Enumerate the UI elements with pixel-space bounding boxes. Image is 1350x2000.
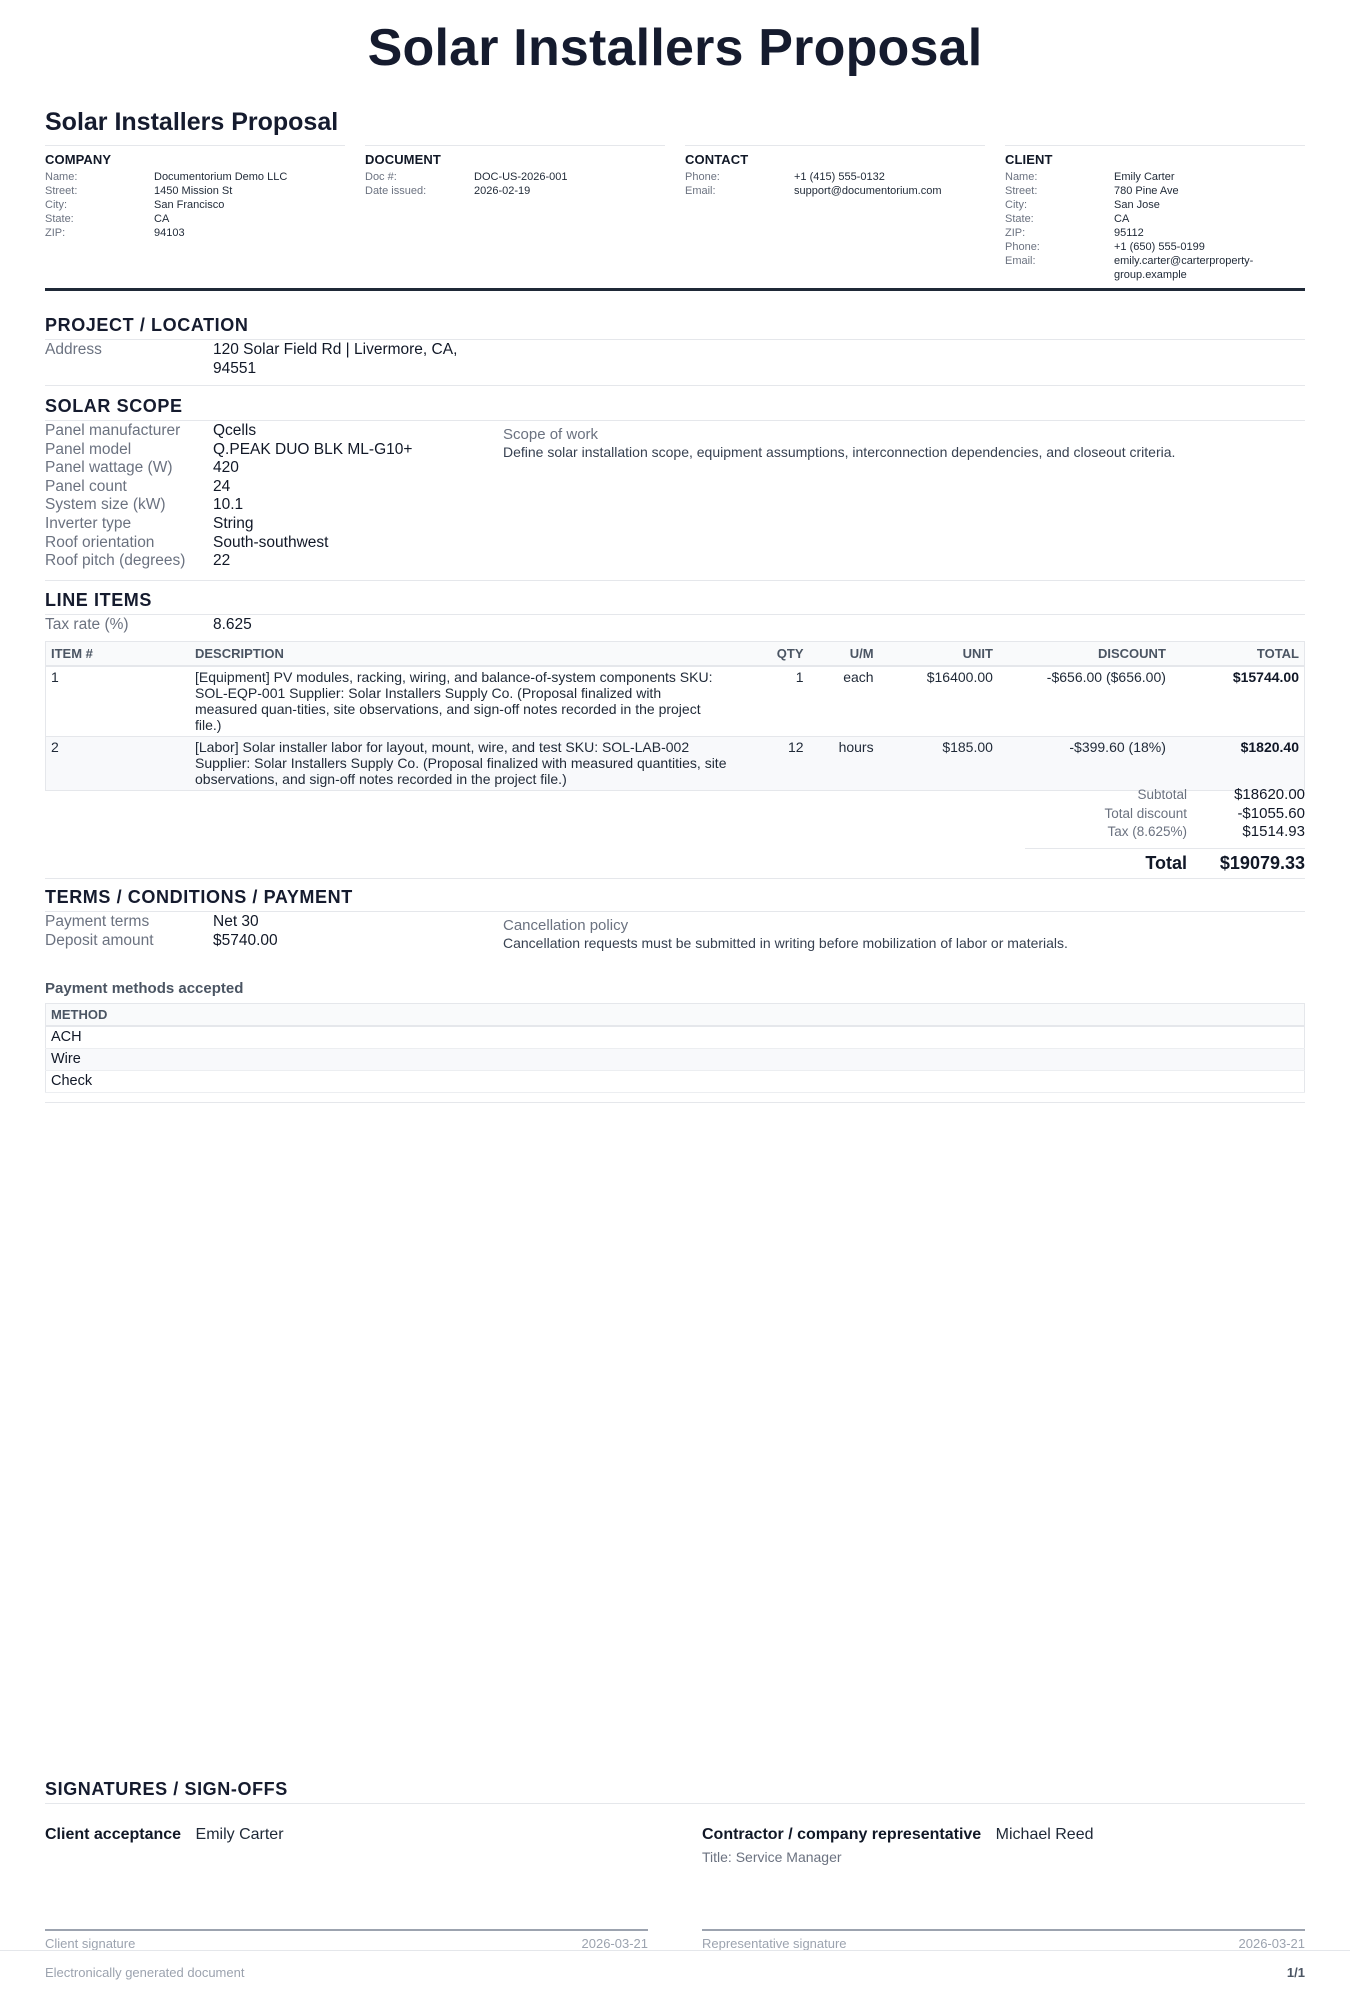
field-label: State: bbox=[1005, 213, 1034, 225]
field-label: Roof orientation bbox=[45, 533, 155, 551]
field-value: 2026-02-19 bbox=[474, 185, 531, 197]
client-signature-date: 2026-03-21 bbox=[581, 1936, 648, 1951]
contractor-title: Title: Service Manager bbox=[702, 1849, 842, 1865]
cancellation-policy-label: Cancellation policy bbox=[503, 917, 629, 934]
field-label: Inverter type bbox=[45, 515, 132, 532]
scope-field-roof-orientation bbox=[45, 534, 328, 553]
tax-rate-field bbox=[45, 616, 252, 635]
field-value: Qcells bbox=[213, 422, 257, 439]
field-label: Street: bbox=[45, 185, 78, 197]
col-header-item: ITEM # bbox=[46, 642, 191, 667]
company-zip-row bbox=[45, 226, 345, 240]
cell-description: [Labor] Solar installer labor for layout, mount, wire, and test SKU: SOL-LAB-002 Supplier: Solar Installers Supply Co. (Proposal finalized with measured quantities, site observations, and sign-off notes recorded in the project file.) bbox=[190, 737, 732, 791]
field-label: Date issued: bbox=[365, 185, 427, 197]
divider bbox=[45, 1102, 1305, 1103]
address-line-1: 120 Solar Field Rd | Livermore, CA, bbox=[213, 341, 458, 358]
address-value bbox=[213, 341, 457, 378]
scope-of-work-label: Scope of work bbox=[503, 426, 599, 443]
field-label: Phone: bbox=[1005, 241, 1040, 253]
tax-rate-value: 8.625 bbox=[213, 616, 252, 633]
field-value: DOC-US-2026-001 bbox=[474, 171, 568, 183]
grand-total-row bbox=[1025, 848, 1305, 874]
field-value: 780 Pine Ave bbox=[1114, 185, 1179, 197]
cell-qty: 1 bbox=[795, 669, 804, 685]
company-street-row bbox=[45, 184, 345, 198]
field-label: Payment terms bbox=[45, 913, 150, 930]
cell-total: $1820.40 bbox=[1171, 737, 1305, 791]
payment-method-check: Check bbox=[46, 1070, 1305, 1092]
field-value: CA bbox=[154, 213, 170, 225]
contact-block bbox=[685, 145, 985, 198]
field-label: ZIP: bbox=[1005, 227, 1026, 239]
payment-method-ach: ACH bbox=[46, 1026, 1305, 1048]
client-city-row bbox=[1005, 198, 1305, 212]
client-email-row bbox=[1005, 254, 1305, 282]
field-value: $5740.00 bbox=[213, 931, 278, 949]
cancellation-policy-text: Cancellation requests must be submitted in writing before mobilization of labor or materials. bbox=[503, 935, 1068, 951]
table-row bbox=[46, 666, 1305, 737]
contractor-label: Contractor / company representative bbox=[702, 1826, 982, 1843]
col-header-unit: UNIT bbox=[879, 642, 998, 667]
client-signature-label: Client signature bbox=[45, 1936, 136, 1951]
divider bbox=[45, 878, 1305, 879]
payment-terms-field bbox=[45, 913, 259, 932]
client-name-row bbox=[1005, 170, 1305, 184]
scope-field-panel-count bbox=[45, 478, 230, 497]
header-info-grid bbox=[45, 145, 1305, 291]
field-label: City: bbox=[45, 199, 67, 211]
date-issued-row bbox=[365, 184, 665, 198]
payment-methods-table bbox=[45, 1003, 1305, 1093]
table-row bbox=[46, 1048, 1305, 1070]
field-label: Phone: bbox=[685, 171, 720, 183]
field-value: 22 bbox=[213, 552, 231, 570]
client-block bbox=[1005, 145, 1305, 282]
client-acceptance-label: Client acceptance bbox=[45, 1826, 182, 1843]
field-value: South-southwest bbox=[213, 533, 329, 551]
contact-heading: CONTACT bbox=[685, 152, 749, 167]
subtotal-label: Subtotal bbox=[1137, 787, 1187, 802]
field-label: Name: bbox=[45, 171, 78, 183]
representative-signature-caption bbox=[702, 1936, 1305, 1951]
totals-block bbox=[925, 786, 1305, 874]
deposit-amount-field bbox=[45, 932, 278, 951]
field-value: +1 (650) 555-0199 bbox=[1114, 241, 1205, 253]
field-label: Panel count bbox=[45, 477, 127, 495]
field-label: Email: bbox=[1005, 255, 1036, 267]
field-label: Roof pitch (degrees) bbox=[45, 552, 186, 570]
scope-field-system-size bbox=[45, 496, 243, 515]
field-label: Panel model bbox=[45, 440, 132, 458]
document-subtitle: Solar Installers Proposal bbox=[45, 108, 339, 136]
field-label: Email: bbox=[685, 185, 716, 197]
grand-total-value: $19079.33 bbox=[1219, 852, 1305, 873]
contact-phone-row bbox=[685, 170, 985, 184]
field-label: Street: bbox=[1005, 185, 1038, 197]
table-row bbox=[46, 1070, 1305, 1092]
field-value: emily.carter@carterproperty-group.example bbox=[1114, 255, 1254, 281]
field-label: Doc #: bbox=[365, 171, 397, 183]
total-discount-label: Total discount bbox=[1104, 805, 1187, 821]
terms-heading: TERMS / CONDITIONS / PAYMENT bbox=[45, 887, 1305, 912]
cell-unit: $16400.00 bbox=[926, 669, 993, 685]
subtotal-value: $18620.00 bbox=[1234, 786, 1305, 803]
subtotal-row bbox=[925, 786, 1305, 805]
footer-divider bbox=[0, 1950, 1350, 1951]
page-number: 1/1 bbox=[1286, 1965, 1305, 1980]
table-header-row bbox=[46, 1004, 1305, 1027]
field-value: San Jose bbox=[1114, 199, 1160, 211]
scope-field-inverter-type bbox=[45, 515, 254, 534]
table-header-row bbox=[46, 642, 1305, 667]
field-value: Emily Carter bbox=[1114, 171, 1175, 183]
address-label: Address bbox=[45, 341, 102, 358]
payment-method-wire: Wire bbox=[46, 1048, 1305, 1070]
cell-item: 2 bbox=[46, 737, 191, 791]
field-value: CA bbox=[1114, 213, 1130, 225]
scope-of-work-text: Define solar installation scope, equipment assumptions, interconnection dependencies, and closeout criteria. bbox=[503, 444, 1176, 460]
cell-discount: -$399.60 (18%) bbox=[998, 737, 1171, 791]
company-state-row bbox=[45, 212, 345, 226]
project-address-field bbox=[45, 341, 457, 378]
table-row bbox=[46, 737, 1305, 791]
field-label: City: bbox=[1005, 199, 1027, 211]
scope-field-panel-model bbox=[45, 441, 412, 460]
tax-label: Tax (8.625%) bbox=[1107, 824, 1187, 839]
field-value: support@documentorium.com bbox=[794, 185, 942, 197]
representative-signature-line[interactable] bbox=[702, 1929, 1305, 1931]
field-value: Net 30 bbox=[213, 913, 259, 930]
scope-field-roof-pitch bbox=[45, 552, 230, 571]
document-heading: DOCUMENT bbox=[365, 152, 441, 167]
client-signature-caption bbox=[45, 1936, 648, 1951]
company-block bbox=[45, 145, 345, 240]
field-label: Name: bbox=[1005, 171, 1038, 183]
divider bbox=[45, 385, 1305, 386]
field-value: +1 (415) 555-0132 bbox=[794, 171, 885, 183]
field-label: Deposit amount bbox=[45, 931, 154, 949]
cell-discount: -$656.00 ($656.00) bbox=[1046, 669, 1166, 685]
field-label: Panel manufacturer bbox=[45, 422, 181, 439]
company-city-row bbox=[45, 198, 345, 212]
line-items-table bbox=[45, 641, 1305, 791]
grand-total-label: Total bbox=[1145, 852, 1187, 873]
cell-um: each bbox=[843, 669, 874, 685]
address-line-2: 94551 bbox=[213, 359, 257, 377]
cell-item: 1 bbox=[51, 669, 59, 685]
doc-number-row bbox=[365, 170, 665, 184]
table-row bbox=[46, 1026, 1305, 1048]
document-title: Solar Installers Proposal bbox=[367, 19, 983, 77]
cell-um: hours bbox=[809, 737, 879, 791]
company-name-row bbox=[45, 170, 345, 184]
client-phone-row bbox=[1005, 240, 1305, 254]
field-label: State: bbox=[45, 213, 74, 225]
col-header-total: TOTAL bbox=[1171, 642, 1305, 667]
cell-total: $15744.00 bbox=[1232, 669, 1299, 685]
client-heading: CLIENT bbox=[1005, 152, 1053, 167]
cell-description: [Equipment] PV modules, racking, wiring, and balance-of-system components SKU: SOL-EQP-001 Supplier: Solar Installers Supply Co. (Proposal finalized with measured quan-tities, site observations, and sign-off notes recorded in the project file.) bbox=[195, 669, 713, 733]
field-value: String bbox=[213, 515, 254, 532]
contractor-representative bbox=[702, 1826, 1093, 1844]
field-value: 1450 Mission St bbox=[154, 185, 233, 197]
footer-note: Electronically generated document bbox=[45, 1965, 245, 1980]
project-location-heading: PROJECT / LOCATION bbox=[45, 315, 1305, 340]
field-label: Panel wattage (W) bbox=[45, 459, 173, 477]
document-page bbox=[45, 0, 1305, 2000]
divider bbox=[45, 580, 1305, 581]
company-heading: COMPANY bbox=[45, 152, 112, 167]
field-value: 24 bbox=[213, 477, 231, 495]
field-label: ZIP: bbox=[45, 227, 66, 239]
total-discount-value: -$1055.60 bbox=[1237, 804, 1305, 822]
tax-value: $1514.93 bbox=[1242, 823, 1305, 840]
field-label: System size (kW) bbox=[45, 496, 166, 514]
client-acceptance bbox=[45, 1826, 284, 1844]
tax-row bbox=[925, 823, 1305, 842]
col-header-method: METHOD bbox=[46, 1004, 1305, 1027]
client-acceptance-name: Emily Carter bbox=[195, 1826, 284, 1843]
field-value: San Francisco bbox=[154, 199, 225, 211]
client-zip-row bbox=[1005, 226, 1305, 240]
client-signature-line[interactable] bbox=[45, 1929, 648, 1931]
col-header-description: DESCRIPTION bbox=[190, 642, 732, 667]
field-value: 420 bbox=[213, 459, 239, 477]
line-items-heading: LINE ITEMS bbox=[45, 590, 1305, 615]
scope-field-panel-wattage bbox=[45, 459, 239, 478]
representative-signature-date: 2026-03-21 bbox=[1238, 1936, 1305, 1951]
signatures-heading: SIGNATURES / SIGN-OFFS bbox=[45, 1779, 1305, 1804]
field-value: Documentorium Demo LLC bbox=[154, 171, 288, 183]
total-discount-row bbox=[925, 805, 1305, 824]
client-state-row bbox=[1005, 212, 1305, 226]
client-street-row bbox=[1005, 184, 1305, 198]
field-value: 94103 bbox=[154, 227, 185, 239]
solar-scope-heading: SOLAR SCOPE bbox=[45, 396, 1305, 421]
cell-qty: 12 bbox=[732, 737, 809, 791]
cell-unit: $185.00 bbox=[879, 737, 998, 791]
contact-email-row bbox=[685, 184, 985, 198]
tax-rate-label: Tax rate (%) bbox=[45, 616, 129, 633]
payment-methods-title: Payment methods accepted bbox=[45, 980, 244, 997]
col-header-qty: QTY bbox=[732, 642, 809, 667]
field-value: Q.PEAK DUO BLK ML-G10+ bbox=[213, 440, 413, 458]
field-value: 10.1 bbox=[213, 496, 244, 514]
representative-signature-label: Representative signature bbox=[702, 1936, 847, 1951]
col-header-discount: DISCOUNT bbox=[998, 642, 1171, 667]
document-block bbox=[365, 145, 665, 198]
contractor-name: Michael Reed bbox=[995, 1826, 1094, 1843]
field-value: 95112 bbox=[1114, 227, 1144, 239]
col-header-um: U/M bbox=[809, 642, 879, 667]
scope-field-panel-manufacturer bbox=[45, 422, 256, 441]
